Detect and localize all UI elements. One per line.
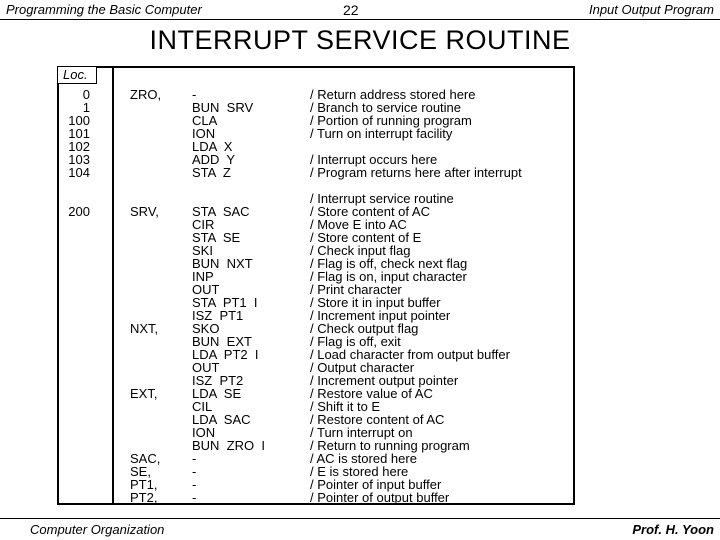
loc-cell xyxy=(60,348,90,361)
label-cell xyxy=(130,114,161,127)
instruction-cell: STA SE xyxy=(192,230,241,245)
label-cell: SE, xyxy=(130,464,151,479)
comment-cell: / Output character xyxy=(310,360,415,375)
comment-cell: / Move E into AC xyxy=(310,217,407,232)
loc-cell xyxy=(60,179,90,192)
comment-cell: / Check output flag xyxy=(310,321,419,336)
loc-cell xyxy=(60,491,90,504)
label-cell xyxy=(130,244,161,257)
instruction-cell: CLA xyxy=(192,113,218,128)
label-cell: PT2, xyxy=(130,490,158,505)
loc-cell xyxy=(60,439,90,452)
instruction-cell: BUN NXT xyxy=(192,256,253,271)
comment-column xyxy=(310,88,522,504)
instruction-cell: LDA X xyxy=(192,139,233,154)
label-cell: EXT, xyxy=(130,386,158,401)
label-cell xyxy=(130,348,161,361)
instruction-cell: STA Z xyxy=(192,165,231,180)
comment-cell: / Store content of AC xyxy=(310,204,430,219)
label-cell xyxy=(130,270,161,283)
loc-cell xyxy=(60,478,90,491)
loc-cell xyxy=(60,452,90,465)
comment-cell: / Flag is off, check next flag xyxy=(310,256,468,271)
label-cell: SAC, xyxy=(130,451,161,466)
instruction-cell: BUN ZRO I xyxy=(192,438,265,453)
loc-cell xyxy=(60,387,90,400)
comment-cell: / Restore content of AC xyxy=(310,412,445,427)
instruction-cell: ION xyxy=(192,425,216,440)
comment-cell: / Store it in input buffer xyxy=(310,295,441,310)
loc-cell xyxy=(60,283,90,296)
instruction-cell: LDA SAC xyxy=(192,412,251,427)
label-cell xyxy=(130,283,161,296)
instruction-cell: SKI xyxy=(192,243,213,258)
instruction-cell: BUN SRV xyxy=(192,100,254,115)
comment-cell: / Shift it to E xyxy=(310,399,381,414)
loc-cell xyxy=(60,296,90,309)
instruction-cell: ADD Y xyxy=(192,152,236,167)
header-section-title: Input Output Program xyxy=(588,2,714,17)
comment-cell: / E is stored here xyxy=(310,464,409,479)
label-cell xyxy=(130,218,161,231)
comment-cell: / Turn on interrupt facility xyxy=(310,126,453,141)
loc-cell: 102 xyxy=(68,139,90,154)
instruction-cell: OUT xyxy=(192,360,220,375)
loc-cell xyxy=(60,413,90,426)
comment-cell: / Increment output pointer xyxy=(310,373,459,388)
comment-cell: / Interrupt service routine xyxy=(310,191,454,206)
instruction-column xyxy=(192,88,265,504)
slide-title: INTERRUPT SERVICE ROUTINE xyxy=(149,25,571,55)
comment-cell: / Check input flag xyxy=(310,243,411,258)
footer-author: Prof. H. Yoon xyxy=(632,522,714,537)
comment-cell: / Flag is on, input character xyxy=(310,269,467,284)
loc-column-header: Loc. xyxy=(57,66,97,84)
instruction-cell: SKO xyxy=(192,321,220,336)
loc-cell xyxy=(60,400,90,413)
label-cell xyxy=(130,127,161,140)
comment-cell: / Print character xyxy=(310,282,402,297)
loc-cell xyxy=(60,270,90,283)
label-cell xyxy=(130,361,161,374)
label-cell: PT1, xyxy=(130,477,158,492)
loc-cell: 200 xyxy=(68,204,90,219)
label-cell xyxy=(130,400,161,413)
instruction-cell: ION xyxy=(192,126,216,141)
comment-cell: / Turn interrupt on xyxy=(310,425,413,440)
label-cell xyxy=(130,413,161,426)
header-divider xyxy=(0,19,720,20)
instruction-cell: - xyxy=(192,477,197,492)
loc-cell: 104 xyxy=(68,165,90,180)
instruction-cell: LDA PT2 I xyxy=(192,347,259,362)
header-course-title: Programming the Basic Computer xyxy=(6,2,202,17)
column-divider-loc xyxy=(112,66,114,505)
label-cell xyxy=(130,231,161,244)
loc-column xyxy=(60,88,90,504)
label-cell xyxy=(130,101,161,114)
comment-cell: / Branch to service routine xyxy=(310,100,462,115)
instruction-cell: - xyxy=(192,464,197,479)
loc-cell xyxy=(60,374,90,387)
label-column xyxy=(130,88,161,504)
comment-cell: / Portion of running program xyxy=(310,113,472,128)
loc-cell xyxy=(60,335,90,348)
loc-cell xyxy=(60,465,90,478)
label-cell: NXT, xyxy=(130,321,159,336)
loc-cell: 100 xyxy=(68,113,90,128)
loc-cell xyxy=(60,231,90,244)
label-cell xyxy=(130,257,161,270)
page-number: 22 xyxy=(343,2,359,18)
comment-cell: / Interrupt occurs here xyxy=(310,152,438,167)
comment-cell: / Flag is off, exit xyxy=(310,334,401,349)
instruction-cell: - xyxy=(192,490,197,505)
loc-cell xyxy=(60,361,90,374)
instruction-cell: - xyxy=(192,87,197,102)
instruction-cell: BUN EXT xyxy=(192,334,252,349)
instruction-cell: LDA SE xyxy=(192,386,242,401)
label-cell xyxy=(130,296,161,309)
comment-cell: / Program returns here after interrupt xyxy=(310,165,522,180)
label-cell xyxy=(130,140,161,153)
instruction-cell: INP xyxy=(192,269,214,284)
loc-cell: 103 xyxy=(68,152,90,167)
comment-cell: / Increment input pointer xyxy=(310,308,451,323)
loc-cell xyxy=(60,218,90,231)
instruction-cell xyxy=(192,179,265,192)
comment-cell: / Store content of E xyxy=(310,230,422,245)
loc-cell xyxy=(60,309,90,322)
instruction-cell: - xyxy=(192,451,197,466)
label-cell xyxy=(130,335,161,348)
instruction-cell: CIR xyxy=(192,217,215,232)
label-cell xyxy=(130,179,161,192)
footer-divider xyxy=(0,518,720,519)
loc-cell: 1 xyxy=(82,100,90,115)
instruction-cell: CIL xyxy=(192,399,213,414)
comment-cell: / Return address stored here xyxy=(310,87,476,102)
footer-course-name: Computer Organization xyxy=(30,522,165,537)
comment-cell: / AC is stored here xyxy=(310,451,417,466)
label-cell xyxy=(130,153,161,166)
label-cell: ZRO, xyxy=(130,87,162,102)
instruction-cell: OUT xyxy=(192,282,220,297)
loc-cell xyxy=(60,322,90,335)
instruction-cell: STA PT1 I xyxy=(192,295,258,310)
comment-cell: / Pointer of output buffer xyxy=(310,490,450,505)
loc-cell xyxy=(60,426,90,439)
label-cell: SRV, xyxy=(130,204,159,219)
loc-cell: 0 xyxy=(82,87,90,102)
loc-cell: 101 xyxy=(68,126,90,141)
comment-cell: / Pointer of input buffer xyxy=(310,477,442,492)
loc-cell xyxy=(60,257,90,270)
label-cell xyxy=(130,166,161,179)
comment-cell: / Restore value of AC xyxy=(310,386,433,401)
label-cell xyxy=(130,426,161,439)
instruction-cell: ISZ PT1 xyxy=(192,308,244,323)
comment-cell: / Load character from output buffer xyxy=(310,347,510,362)
instruction-cell: ISZ PT2 xyxy=(192,373,244,388)
comment-cell: / Return to running program xyxy=(310,438,470,453)
loc-cell xyxy=(60,244,90,257)
instruction-cell: STA SAC xyxy=(192,204,250,219)
